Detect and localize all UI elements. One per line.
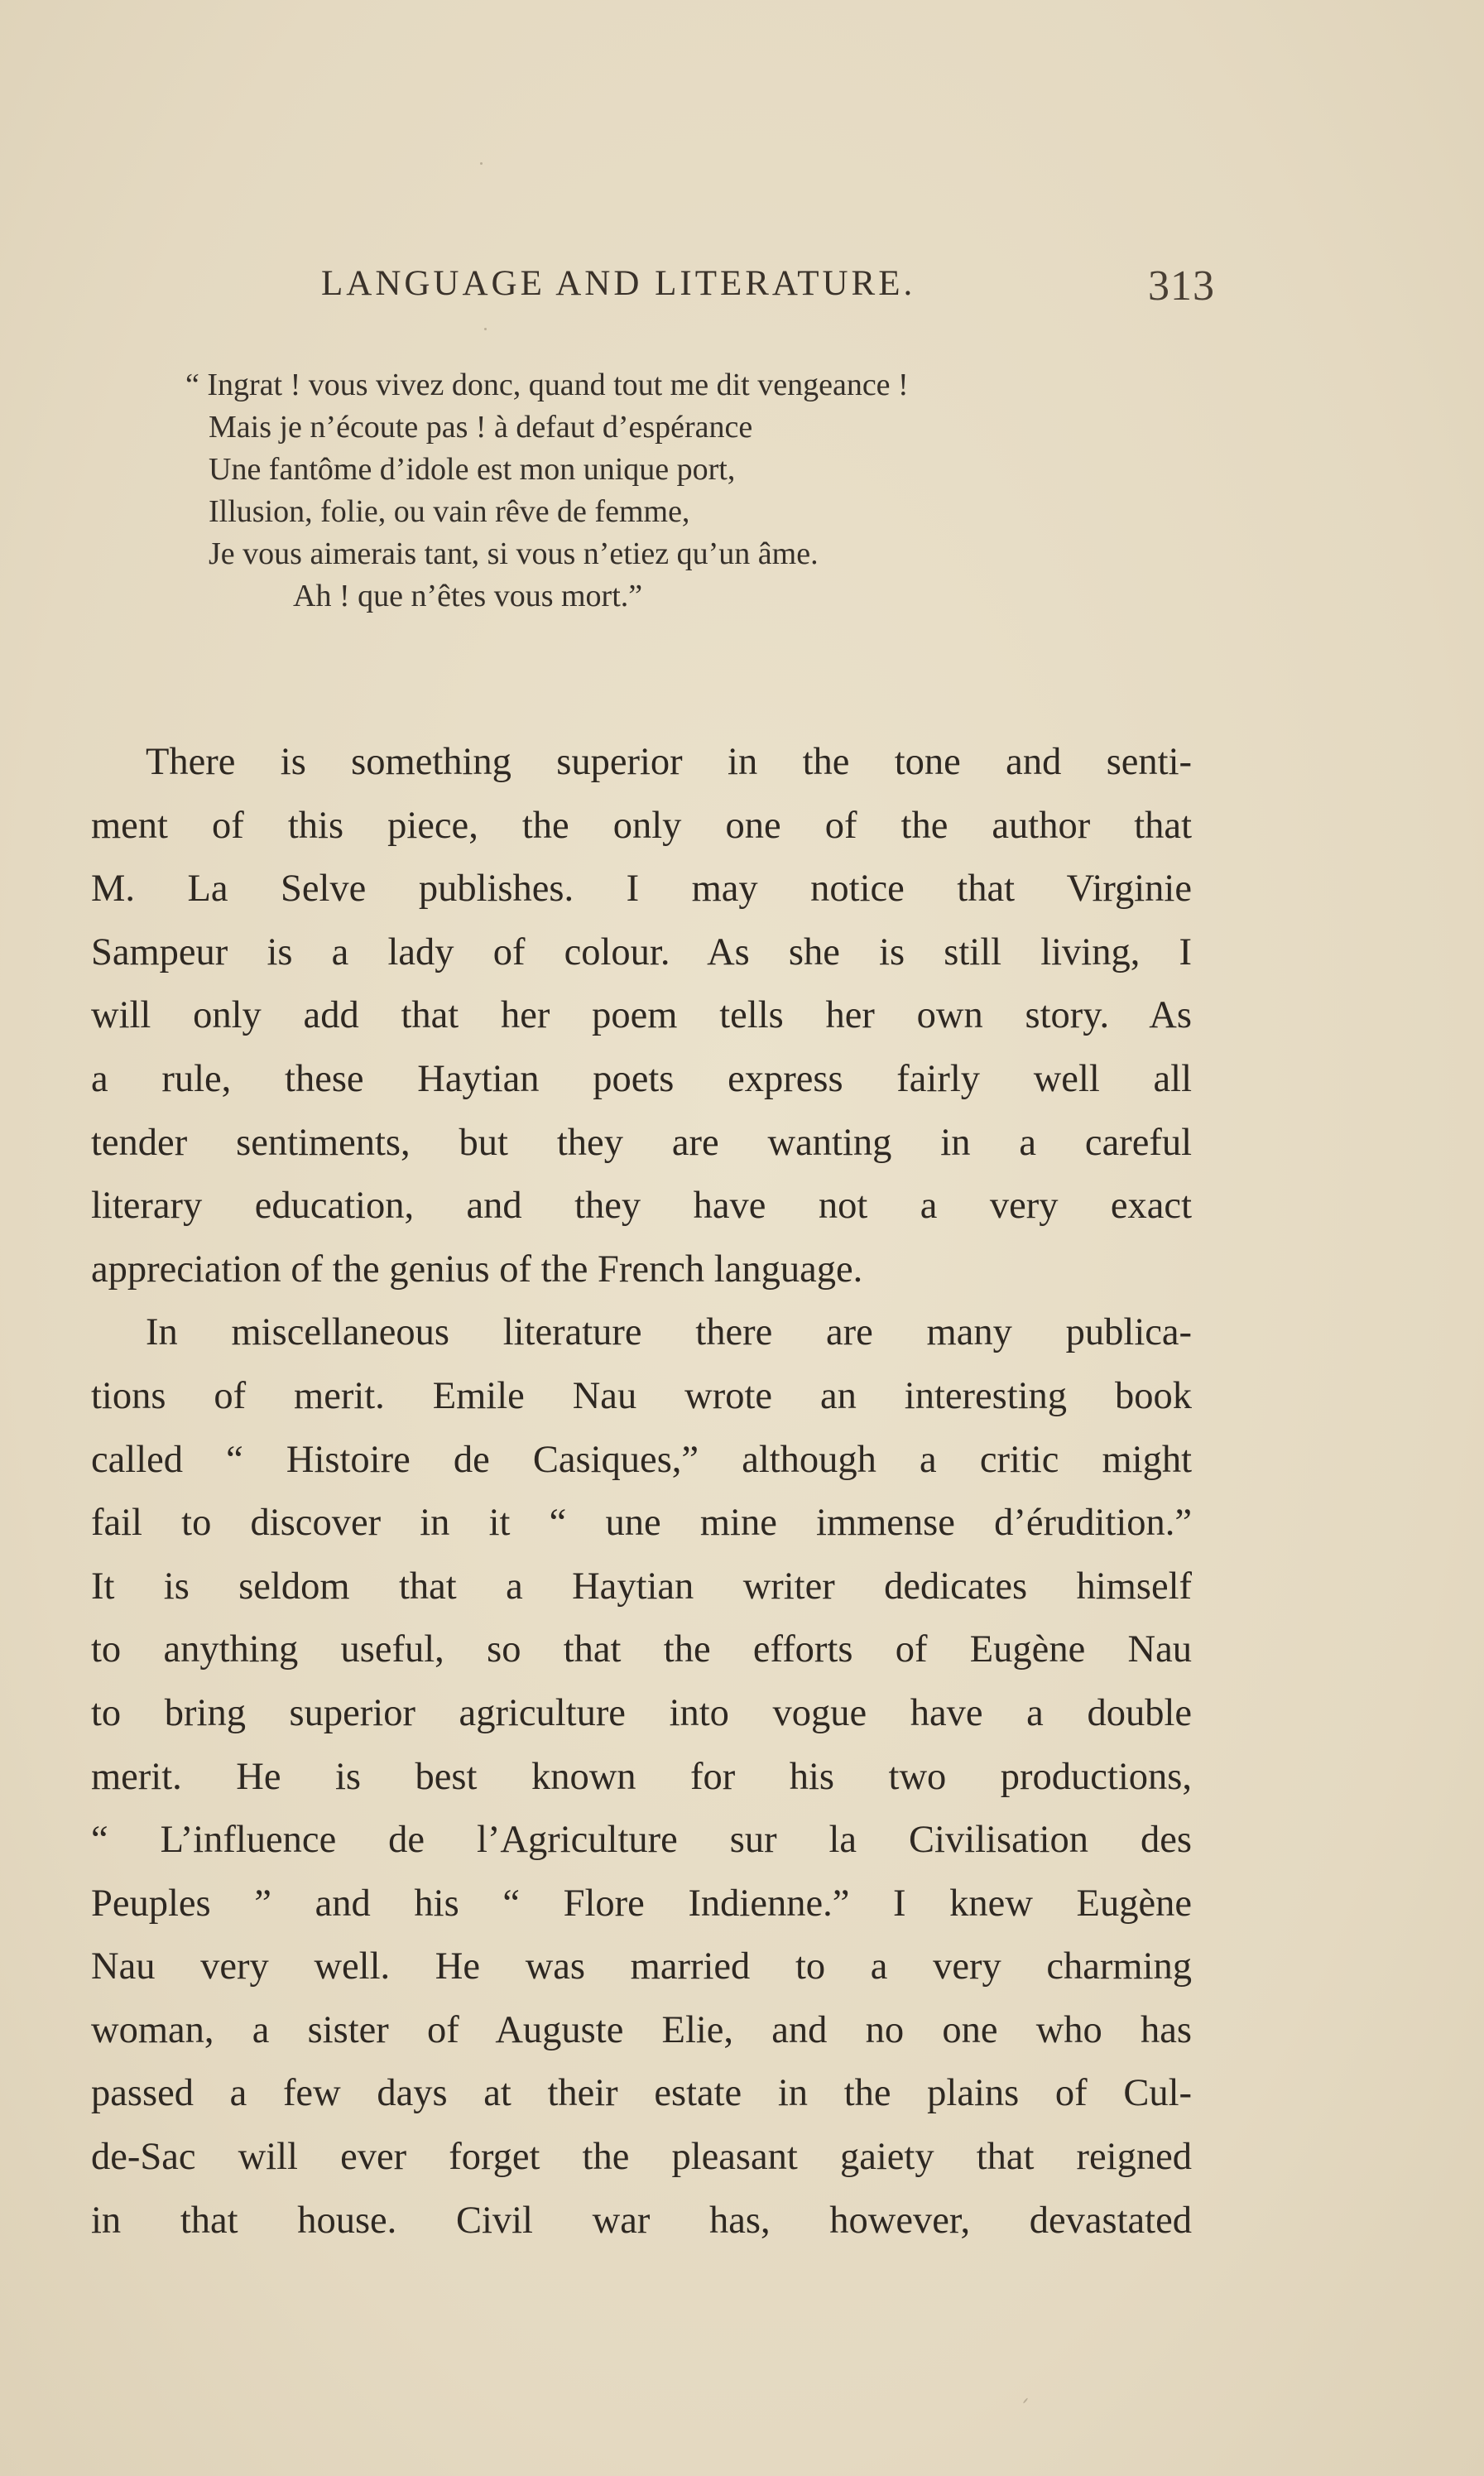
poem-line: “ Ingrat ! vous vivez donc, quand tout me dit vengeance ! bbox=[185, 368, 909, 402]
body-line: Sampeur is a lady of colour. As she is still living, I bbox=[91, 930, 1192, 974]
body-line: passed a few days at their estate in the plains of Cul- bbox=[91, 2072, 1192, 2115]
body-text bbox=[91, 731, 1192, 2252]
body-line: fail to discover in it “ une mine immense d’érudition.” bbox=[91, 1502, 1192, 1545]
body-line: In miscellaneous literature there are many publica- bbox=[146, 1311, 1192, 1354]
page-number: 313 bbox=[1148, 262, 1215, 310]
body-line: called “ Histoire de Casiques,” although a critic might bbox=[91, 1438, 1192, 1481]
poem-quotation bbox=[185, 364, 1261, 618]
body-line: “ L’influence de l’Agriculture sur la Civilisation des bbox=[91, 1819, 1192, 1862]
paper-speck bbox=[484, 328, 487, 330]
body-line: ment of this piece, the only one of the author that bbox=[91, 804, 1192, 847]
poem-line: Mais je n’écoute pas ! à defaut d’espérance bbox=[209, 410, 753, 445]
running-title: LANGUAGE AND LITERATURE. bbox=[321, 264, 916, 303]
running-head bbox=[321, 263, 1215, 321]
body-line: literary education, and they have not a very exact bbox=[91, 1185, 1192, 1228]
body-line: appreciation of the genius of the French language. bbox=[91, 1248, 863, 1291]
paper-speck bbox=[480, 162, 483, 165]
body-line: woman, a sister of Auguste Elie, and no one who has bbox=[91, 2008, 1192, 2051]
body-line: merit. He is best known for his two productions, bbox=[91, 1755, 1192, 1798]
body-line: in that house. Civil war has, however, devastated bbox=[91, 2199, 1192, 2242]
body-line: Nau very well. He was married to a very charming bbox=[91, 1945, 1192, 1988]
body-line: to anything useful, so that the efforts of Eugène Nau bbox=[91, 1628, 1192, 1671]
body-line: It is seldom that a Haytian writer dedicates himself bbox=[91, 1565, 1192, 1608]
body-line: Peuples ” and his “ Flore Indienne.” I knew Eugène bbox=[91, 1882, 1192, 1925]
poem-line: Illusion, folie, ou vain rêve de femme, bbox=[209, 494, 690, 529]
body-line: a rule, these Haytian poets express fairly well all bbox=[91, 1057, 1192, 1100]
body-line: tender sentiments, but they are wanting in a careful bbox=[91, 1121, 1192, 1164]
body-line: will only add that her poem tells her own story. As bbox=[91, 994, 1192, 1037]
body-line: to bring superior agriculture into vogue have a double bbox=[91, 1691, 1192, 1734]
body-line: There is something superior in the tone and senti- bbox=[146, 741, 1192, 783]
paper-speck bbox=[1023, 2397, 1029, 2403]
body-line: M. La Selve publishes. I may notice that Virginie bbox=[91, 868, 1192, 911]
poem-line: Une fantôme d’idole est mon unique port, bbox=[209, 452, 736, 487]
poem-line: Je vous aimerais tant, si vous n’etiez qu’un âme. bbox=[209, 536, 819, 571]
poem-line: Ah ! que n’êtes vous mort.” bbox=[293, 579, 643, 613]
body-line: de-Sac will ever forget the pleasant gaiety that reigned bbox=[91, 2136, 1192, 2179]
body-line: tions of merit. Emile Nau wrote an interesting book bbox=[91, 1374, 1192, 1417]
